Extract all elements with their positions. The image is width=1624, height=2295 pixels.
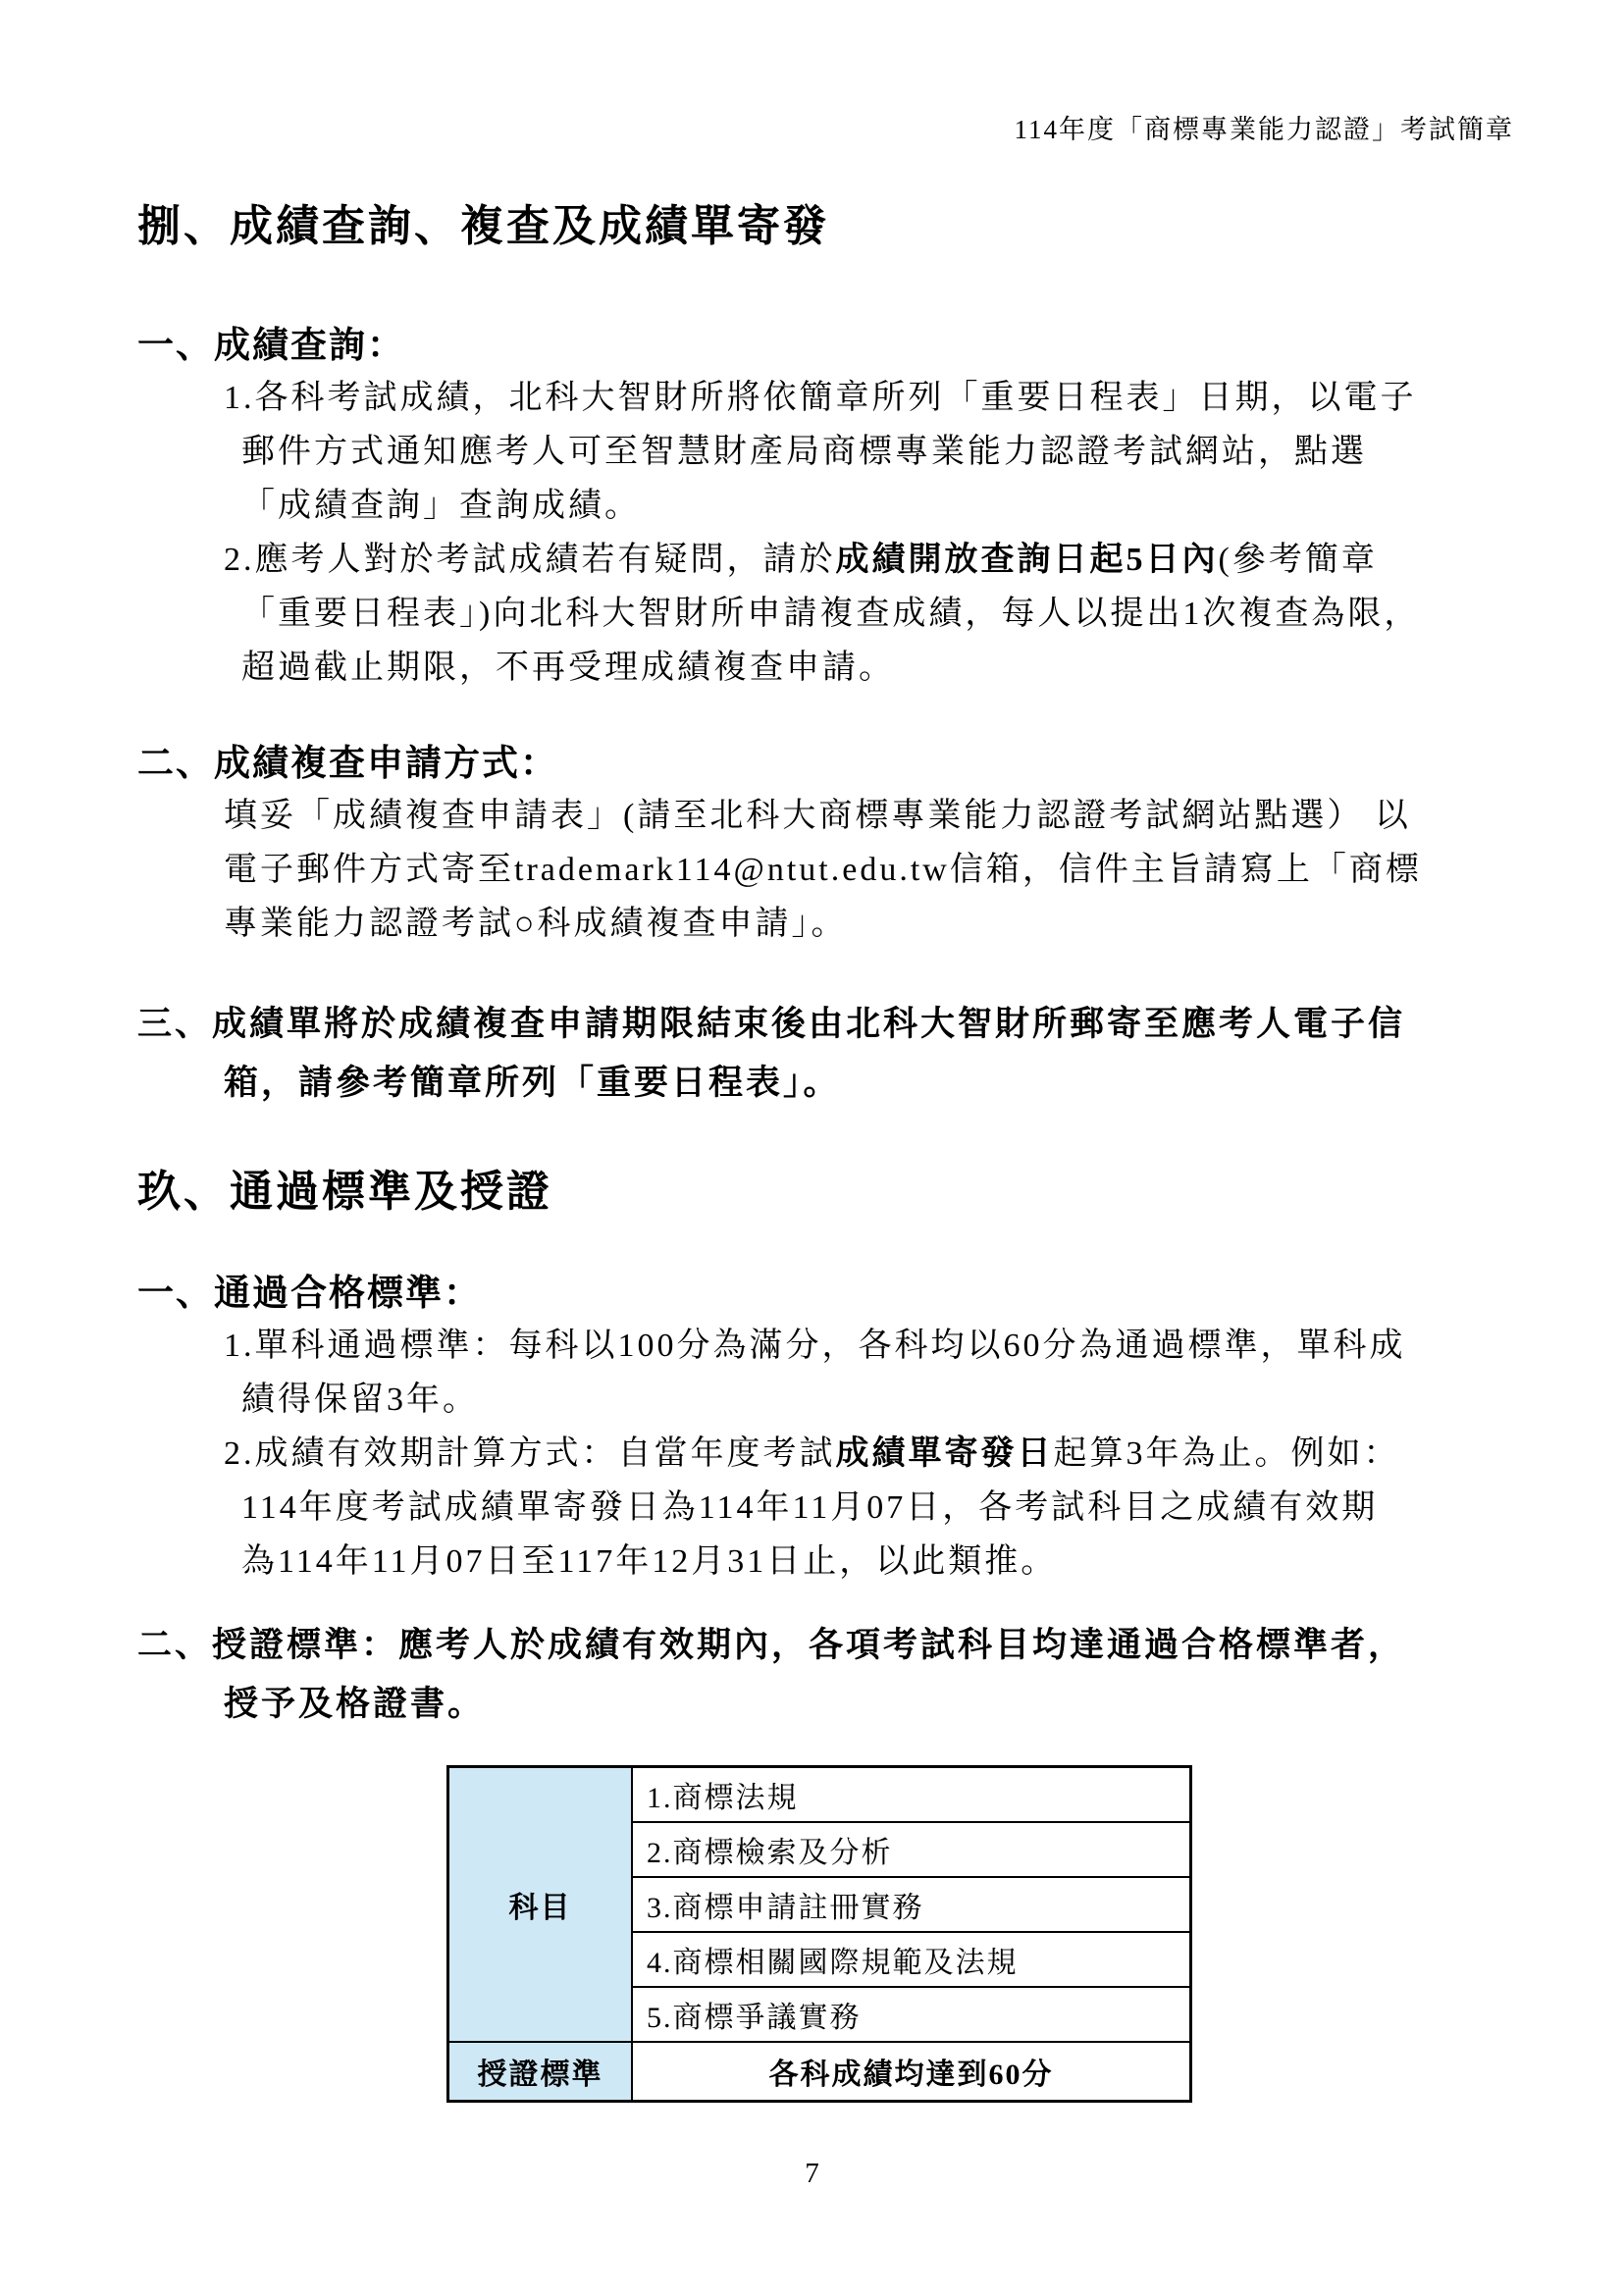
body-line: 1.各科考試成績，北科大智財所將依簡章所列「重要日程表」日期，以電子 — [224, 380, 1417, 416]
running-header: 114年度「商標專業能力認證」考試簡章 — [1014, 115, 1514, 144]
body-line: 郵件方式通知應考人可至智慧財產局商標專業能力認證考試網站，點選 — [241, 434, 1367, 470]
body-line: 電子郵件方式寄至trademark114@ntut.edu.tw信箱，信件主旨請寫上「商標 — [224, 852, 1422, 888]
body-line: 二、授證標準：應考人於成績有效期內，各項考試科目均達通過合格標準者， — [137, 1626, 1406, 1664]
body-line: 1.單科通過標準：每科以100分為滿分，各科均以60分為通過標準，單科成 — [224, 1328, 1406, 1364]
subjects-table — [446, 1765, 1192, 2103]
body-line: 超過截止期限，不再受理成績複查申請。 — [241, 650, 895, 686]
body-line: 「重要日程表」)向北科大智財所申請複查成績，每人以提出1次複查為限， — [241, 596, 1421, 632]
page-number: 7 — [805, 2158, 819, 2189]
section8-sub1-item2 — [0, 533, 1624, 695]
section9-sub1-item1 — [0, 1319, 1624, 1427]
subject-cell: 4.商標相關國際規範及法規 — [632, 1932, 1191, 1987]
subject-label-cell: 科目 — [448, 1767, 633, 2043]
section9-sub1-heading: 一、通過合格標準： — [137, 1274, 482, 1314]
body-line: 114年度考試成績單寄發日為114年11月07日，各考試科目之成績有效期 — [241, 1489, 1379, 1526]
cert-label-cell: 授證標準 — [448, 2042, 633, 2102]
body-line: 2.應考人對於考試成績若有疑問，請於成績開放查詢日起5日內(參考簡章 — [224, 542, 1378, 578]
section9-title: 玖、通過標準及授證 — [137, 1168, 552, 1216]
body-line: 績得保留3年。 — [241, 1382, 479, 1418]
section8-title: 捌、成績查詢、複查及成績單寄發 — [137, 202, 829, 250]
subject-cell: 5.商標爭議實務 — [632, 1987, 1191, 2042]
section8-sub3-paragraph — [0, 995, 1624, 1113]
section8-sub1-heading: 一、成績查詢： — [137, 326, 405, 366]
body-line: 箱，請參考簡章所列「重要日程表」。 — [224, 1064, 841, 1102]
section8-sub2-heading: 二、成績複查申請方式： — [137, 744, 558, 784]
section9-sub1-item2 — [0, 1427, 1624, 1589]
section8-sub1-item1 — [0, 371, 1624, 533]
body-line: 三、成績單將於成績複查申請期限結束後由北科大智財所郵寄至應考人電子信 — [137, 1005, 1406, 1043]
subject-cell: 3.商標申請註冊實務 — [632, 1877, 1191, 1932]
cert-value-cell: 各科成績均達到60分 — [632, 2042, 1191, 2102]
subject-cell: 2.商標檢索及分析 — [632, 1822, 1191, 1877]
body-line: 「成績查詢」查詢成績。 — [241, 488, 641, 524]
body-line: 填妥「成績複查申請表」(請至北科大商標專業能力認證考試網站點選） 以 — [224, 798, 1411, 834]
body-line: 為114年11月07日至117年12月31日止，以此類推。 — [241, 1543, 1058, 1580]
section9-sub2-paragraph — [0, 1616, 1624, 1734]
table-row — [448, 1767, 1191, 1823]
section8-sub2-paragraph — [0, 789, 1624, 951]
table-row — [448, 2042, 1191, 2102]
body-line: 授予及格證書。 — [224, 1685, 486, 1723]
subject-cell: 1.商標法規 — [632, 1767, 1191, 1823]
body-line: 專業能力認證考試○科成績複查申請」。 — [224, 906, 848, 942]
body-line: 2.成績有效期計算方式：自當年度考試成績單寄發日起算3年為止。例如： — [224, 1435, 1400, 1472]
